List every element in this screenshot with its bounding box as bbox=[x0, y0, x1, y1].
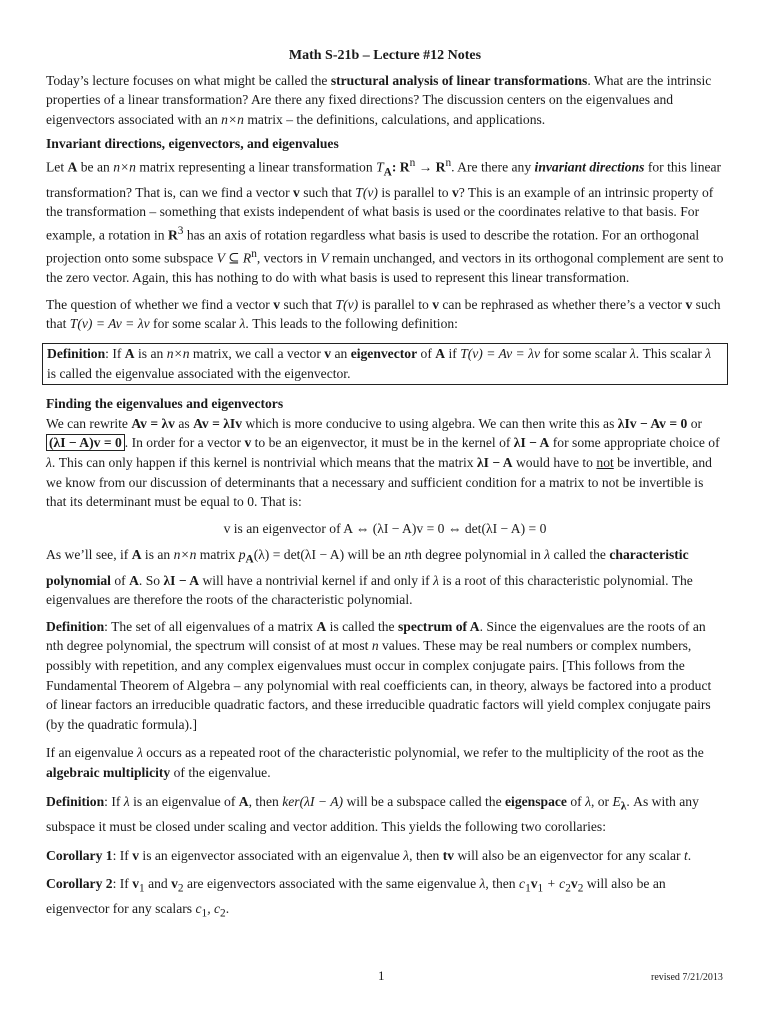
definition-spectrum: Definition: The set of all eigenvalues of a matrix A is called the spectrum of A. Since the eigenvalues are the roots of an nth degree polynomial, the spectrum will consist of at most n values. These may be real numbers or complex numbers, possibly with repetition, and any complex eigenvalues must occur in complex conjugate pairs. [This follows from the Fundamental Theorem of Algebra – any polynomial with real coefficients can, in theory, always be factored into a product of linear factors an irreducible quadratic factors, and these irreducible quadratic factors will yield complex conjugate pairs (by the quadratic formula).] bbox=[46, 618, 712, 732]
characteristic-polynomial-paragraph: As we’ll see, if A is an n×n matrix $p_A(\lambda) = \det(\lambda I - A)$ will be an nth degree polynomial in λ called the characteristic polynomial of A. So λI − A will have a nontrivial kernel if and only if λ is a root of this characteristic polynomial. The eigenvalues are therefore the roots of the characteristic polynomial. bbox=[46, 547, 693, 608]
boxed-equation: (λI − A)v = 0 bbox=[46, 434, 125, 451]
intro-key-phrase: structural analysis of linear transformations bbox=[330, 72, 588, 88]
invariant-paragraph: Let A be an n×n matrix representing a linear transformation $T_A$: $R^n \to R^n$. Are there any invariant directions for this linear transformation? That is, can we find a vector v such that T(v) is parallel to v? This is an example of an intrinsic property of the transformation – something that exists independent of what basis is used or the coordinates relative to that basis. For example, a rotation in $R^3$ has an axis of rotation regardless what basis is used to describe the rotation. For an orthogonal projection onto some subspace V ⊆ $R^n$, vectors in V remain unchanged, and vectors in its orthogonal complement are sent to the zero vector. Again, this has nothing to do with what basis is used to represent this linear transformation. bbox=[46, 156, 724, 286]
lecture-page bbox=[46, 46, 724, 925]
section-heading-finding: Finding the eigenvalues and eigenvectors bbox=[46, 396, 284, 412]
definition-eigenspace: Definition: If λ is an eigenvalue of A, then ker(λI − A) will be a subspace called the eigenspace of λ, or $E_\lambda$. As with any subspace it must be closed under scaling and vector addition. This yields the following two corollaries: bbox=[46, 793, 699, 834]
equivalence-equation: v is an eigenvector of A ⇔ (λI − A)v = 0 ⇔ det(λI − A) = 0 bbox=[223, 520, 547, 536]
intro-paragraph: Today’s lecture focuses on what might be called the structural analysis of linear transformations. What are the intrinsic properties of a linear transformation? Are there any fixed directions? The discussion centers on the eigenvalues and eigenvectors associated with an n×n matrix – the definitions, calculations, and applications. bbox=[46, 72, 712, 127]
page-number: 1 bbox=[378, 968, 385, 983]
revision-date: revised 7/21/2013 bbox=[651, 972, 723, 983]
page-title: Math S-21b – Lecture #12 Notes bbox=[288, 48, 482, 63]
algebraic-multiplicity-paragraph: If an eigenvalue λ occurs as a repeated root of the characteristic polynomial, we refer to the multiplicity of the root as the algebraic multiplicity of the eigenvalue. bbox=[46, 745, 704, 781]
corollary-1: Corollary 1: If v is an eigenvector associated with an eigenvalue λ, then tv will also be an eigenvector for any scalar t. bbox=[46, 847, 692, 863]
definition-eigenvector-box: Definition: If A is an n×n matrix, we call a vector v an eigenvector of A if T(v) = Av = λv for some scalar λ. This scalar λ is called the eigenvalue associated with the eigenvector. bbox=[42, 343, 728, 385]
rephrase-paragraph: The question of whether we find a vector v such that T(v) is parallel to v can be rephrased as whether there’s a vector v such that T(v) = Av = λv for some scalar λ. This leads to the following definition: bbox=[46, 296, 721, 332]
corollary-2: Corollary 2: If $v_1$ and $v_2$ are eigenvectors associated with the same eigenvalue λ, then $c_1v_1 + c_2v_2$ will also be an eigenvector for any scalars $c_1$, $c_2$. bbox=[46, 876, 666, 921]
section-heading-invariant: Invariant directions, eigenvectors, and eigenvalues bbox=[46, 136, 339, 152]
finding-paragraph: We can rewrite Av = λv as Av = λIv which is more conducive to using algebra. We can then write this as λIv − Av = 0 or (λI − A)v = 0 . In order for a vector v to be an eigenvector, it must be in the kernel of λI − A for some appropriate choice of λ. This can only happen if this kernel is nontrivial which means that the matrix λI − A would have to not be invertible, and we know from our discussion of determinants that a necessary and sufficient condition for a matrix to not be invertible is that its determinant must be equal to 0. That is: bbox=[46, 415, 720, 510]
